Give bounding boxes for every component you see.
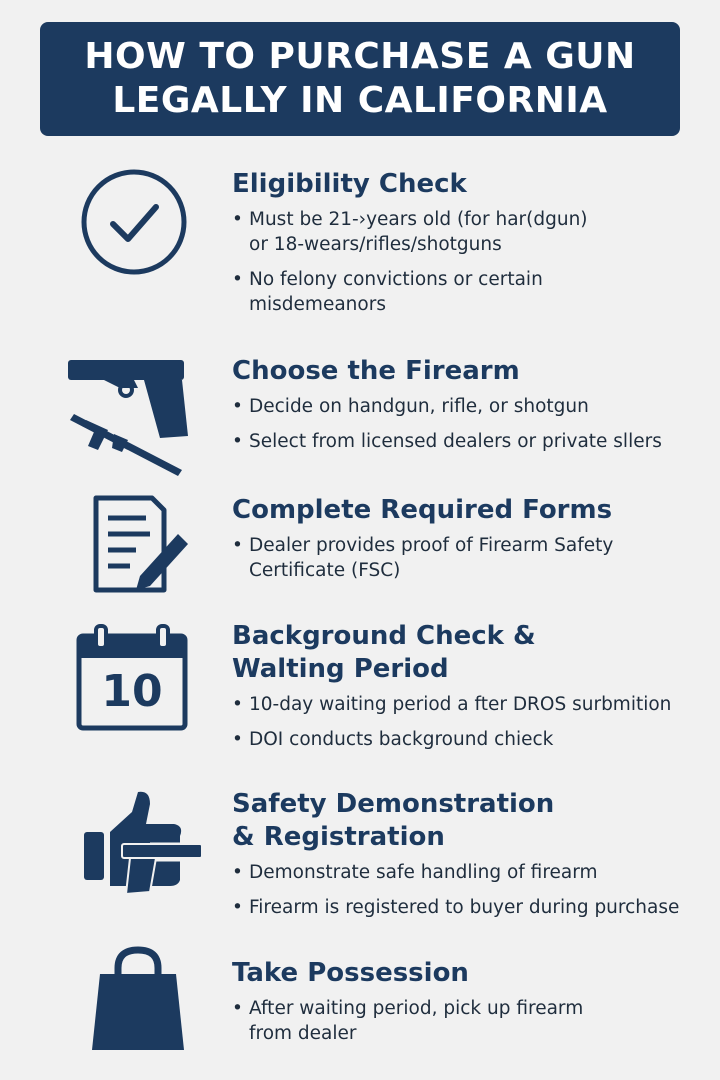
list-item: • After waiting period, pick up firearm from dealer [232,996,716,1046]
list-item: • Select from licensed dealers or private sllers [232,429,716,454]
calendar-day-number: 10 [101,666,163,717]
document-pen-icon [90,494,190,594]
list-item: • Demonstrate safe handling of firearm [232,860,716,885]
list-item: • Firearm is registered to buyer during purchase [232,895,716,920]
checkmark-circle-icon [80,168,188,276]
list-item: • Dealer provides proof of Firearm Safety Certificate (FSC) [232,533,716,583]
bullet-list [232,860,716,920]
bullet-list [232,207,716,317]
bullet-list [232,533,716,583]
list-item: • Decide on handgun, rifle, or shotgun [232,394,716,419]
title-banner [40,22,680,136]
shopping-bag-icon [90,944,186,1054]
step-heading: Take Possession [232,958,469,988]
list-item: • 10-day waiting period a fter DROS surbmition [232,692,716,717]
step-heading: Choose the Firearm [232,356,520,386]
title-line-2: LEGALLY IN CALIFORNIA [112,80,608,121]
step-heading: Complete Required Forms [232,495,613,525]
step-heading: Safety Demonstration & Registration [232,789,555,852]
bullet-list [232,996,716,1046]
list-item: • DOI conducts background chieck [232,727,716,752]
step-heading: Background Check & Walting Period [232,621,536,684]
handgun-rifle-icon [64,354,188,476]
calendar-icon [76,624,188,732]
thumbs-up-handgun-icon [80,788,204,900]
title-line-1: HOW TO PURCHASE A GUN [84,36,636,77]
bullet-list [232,692,716,752]
list-item: • Must be 21-›years old (for har(dgun) or 18-wears/rifles/shotguns [232,207,716,257]
step-heading: Eligibility Check [232,169,467,199]
list-item: • No felony convictions or certain misdemeanors [232,267,716,317]
bullet-list [232,394,716,454]
